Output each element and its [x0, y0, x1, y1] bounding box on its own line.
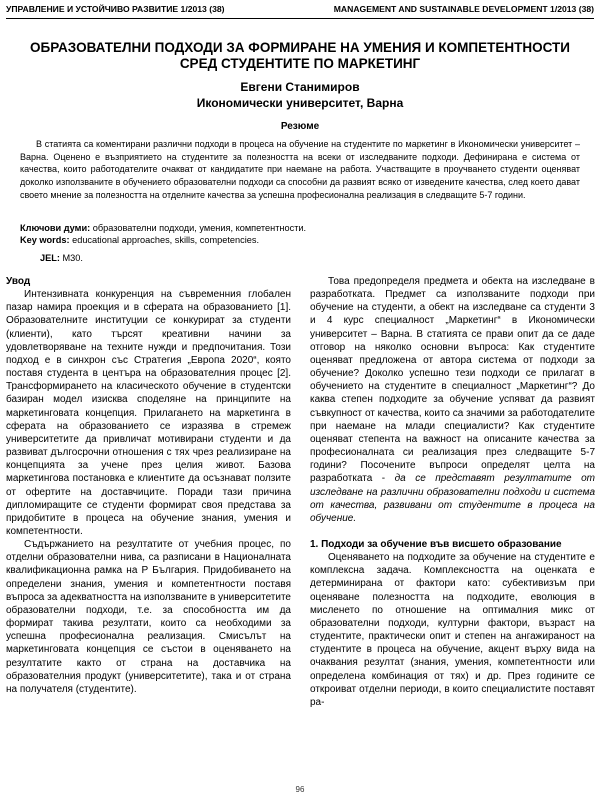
jel-classification	[40, 252, 83, 264]
right-column	[310, 275, 595, 709]
intro-paragraph-1: Интензивната конкуренция на съвременния глобален пазар намира проекция и в сферата на образованието [1]. Образователните институции се конкурират за студенти (клиенти), като търсят креативни начини за удовлетворяване на техните нужди и предпочитания. Този подход е в синхрон със Стратегия „Европа 2020“, която поставя студента в центъра на образователния процес [2]. Трансформирането на класическото обучение в студентски базиран модел изисква споделяне на принципите на маркетинговата концепция. Прилагането на маркетинга в сферата на образованието се изразява в стремеж университетите да привличат мотивирани студенти и да развиват дългосрочни отношения с тях чрез реализиране на концепцията за учене през целия живот. Базова маркетингова постановка е клиентите да осъзнават ползите от офертите на доставчиците. Поради тази причина дипломиращите се студенти формират своя представа за придобитите в процеса на обучение знания, умения и компетентности.	[6, 289, 291, 537]
keywords-en-label: Key words:	[20, 235, 70, 245]
author-affiliation: Икономически университет, Варна	[196, 96, 404, 110]
keywords-bg-text: образователни подходи, умения, компетентности.	[92, 223, 307, 233]
section-heading-1: 1. Подходи за обучение във висшето образование	[310, 538, 562, 550]
keywords-bg-label: Ключови думи:	[20, 223, 91, 233]
keywords-en-text: educational approaches, skills, competencies.	[72, 235, 260, 245]
paper-title: ОБРАЗОВАТЕЛНИ ПОДХОДИ ЗА ФОРМИРАНЕ НА УМЕНИЯ И КОМПЕТЕНТНОСТИ СРЕД СТУДЕНТИТЕ ПО МАРКЕТИНГ	[30, 40, 570, 71]
research-aim-italic: да се представят резултатите от изследване на различни образователни подходи и система от качества, развивани от студентите в процеса на обучение.	[310, 473, 595, 524]
intro-paragraph-3-text: Това предопределя предмета и обекта на изследване в разработката. Предмет са използваните подходи при обучение на студенти, а обект на изследване са студенти 3 и 4 курс специалност „Маркетинг“ в Икономически университет – Варна. В статията се прави опит да се даде отговор на няколко основни въпроса: Как студентите оценяват предложена от автора система от подходи за обучение? Доколко успешно тези подходи се прилагат в обучението на студентите в специалност „Маркетинг“? До каква степен подходите за обучение успяват да развият съвкупност от качества, които са значими за работодателите при наемане на млади специалисти? Как студентите оценяват степента на важност на описаните качества за професионалната си реализация през следващите 5-7 години? Посочените въпроси определят целта на разработката -	[310, 276, 595, 485]
journal-title-bg: УПРАВЛЕНИЕ И УСТОЙЧИВО РАЗВИТИЕ 1/2013 (38)	[6, 4, 225, 14]
abstract-text: В статията са коментирани различни подходи в процеса на обучение на студентите по маркетинг в Икономически университет – Варна. Оценено е възприятието на студентите за полезността на всеки от изследваните подходи. Дефинирана е система от качества, които работодателите очакват от кандидатите при наемане на работа. Участващите в проучването студенти оценяват доколко използваните в обучението образователни подходи са способни да развият всяко от изведените качества, след което дават своето мнение за полезността на отделните качества за успешна професионална реализация в следващите 5-7 години.	[20, 139, 580, 200]
keywords-bg	[20, 222, 580, 234]
author-name: Евгени Станимиров	[240, 80, 360, 94]
jel-code: M30.	[62, 253, 83, 263]
section-heading-intro: Увод	[6, 276, 31, 287]
intro-paragraph-3	[310, 275, 595, 525]
page-number: 96	[295, 785, 305, 794]
abstract-heading: Резюме	[280, 121, 320, 132]
section-1-paragraph-1: Оценяването на подходите за обучение на студентите е комплексна задача. Комплексността на оценката е детерминирана от фактори като: субективизъм при оценяване полезността на подходите, еволюция в мисленето по отношение на оптималния микс от образователни подходи, културни фактори, възраст на студентите, практически опит и степен на ангажираност на студентите в процеса на обучение, акцент върху вида на очаквания резултат (знания, умения, компетентности или определена комбинация от тях) и др. През годините се откроиват отделни периоди, в които специалистите поставят ра-	[310, 552, 595, 708]
journal-title-en: MANAGEMENT AND SUSTAINABLE DEVELOPMENT 1/2013 (38)	[333, 4, 594, 14]
keywords-en	[20, 234, 580, 246]
running-header	[6, 2, 594, 19]
intro-paragraph-2: Съдържанието на резултатите от учебния процес, по отделни образователни нива, са разписани в Националната квалификационна рамка на Р България. Придобиването на определени знания, умения и компетентности поставя въпроса за адекватността на използваните в университетите образователни подходи, т.е. за способността им да формират такива резултати, които са необходими за успешна професионална реализация. Смисълът на маркетинговата концепция се състои в оценяването на резултатите както от страна на доставчика на образователния продукт (университетите), така и от страна на получателя (студентите).	[6, 539, 291, 695]
jel-label: JEL:	[40, 253, 60, 263]
left-column	[6, 275, 291, 696]
